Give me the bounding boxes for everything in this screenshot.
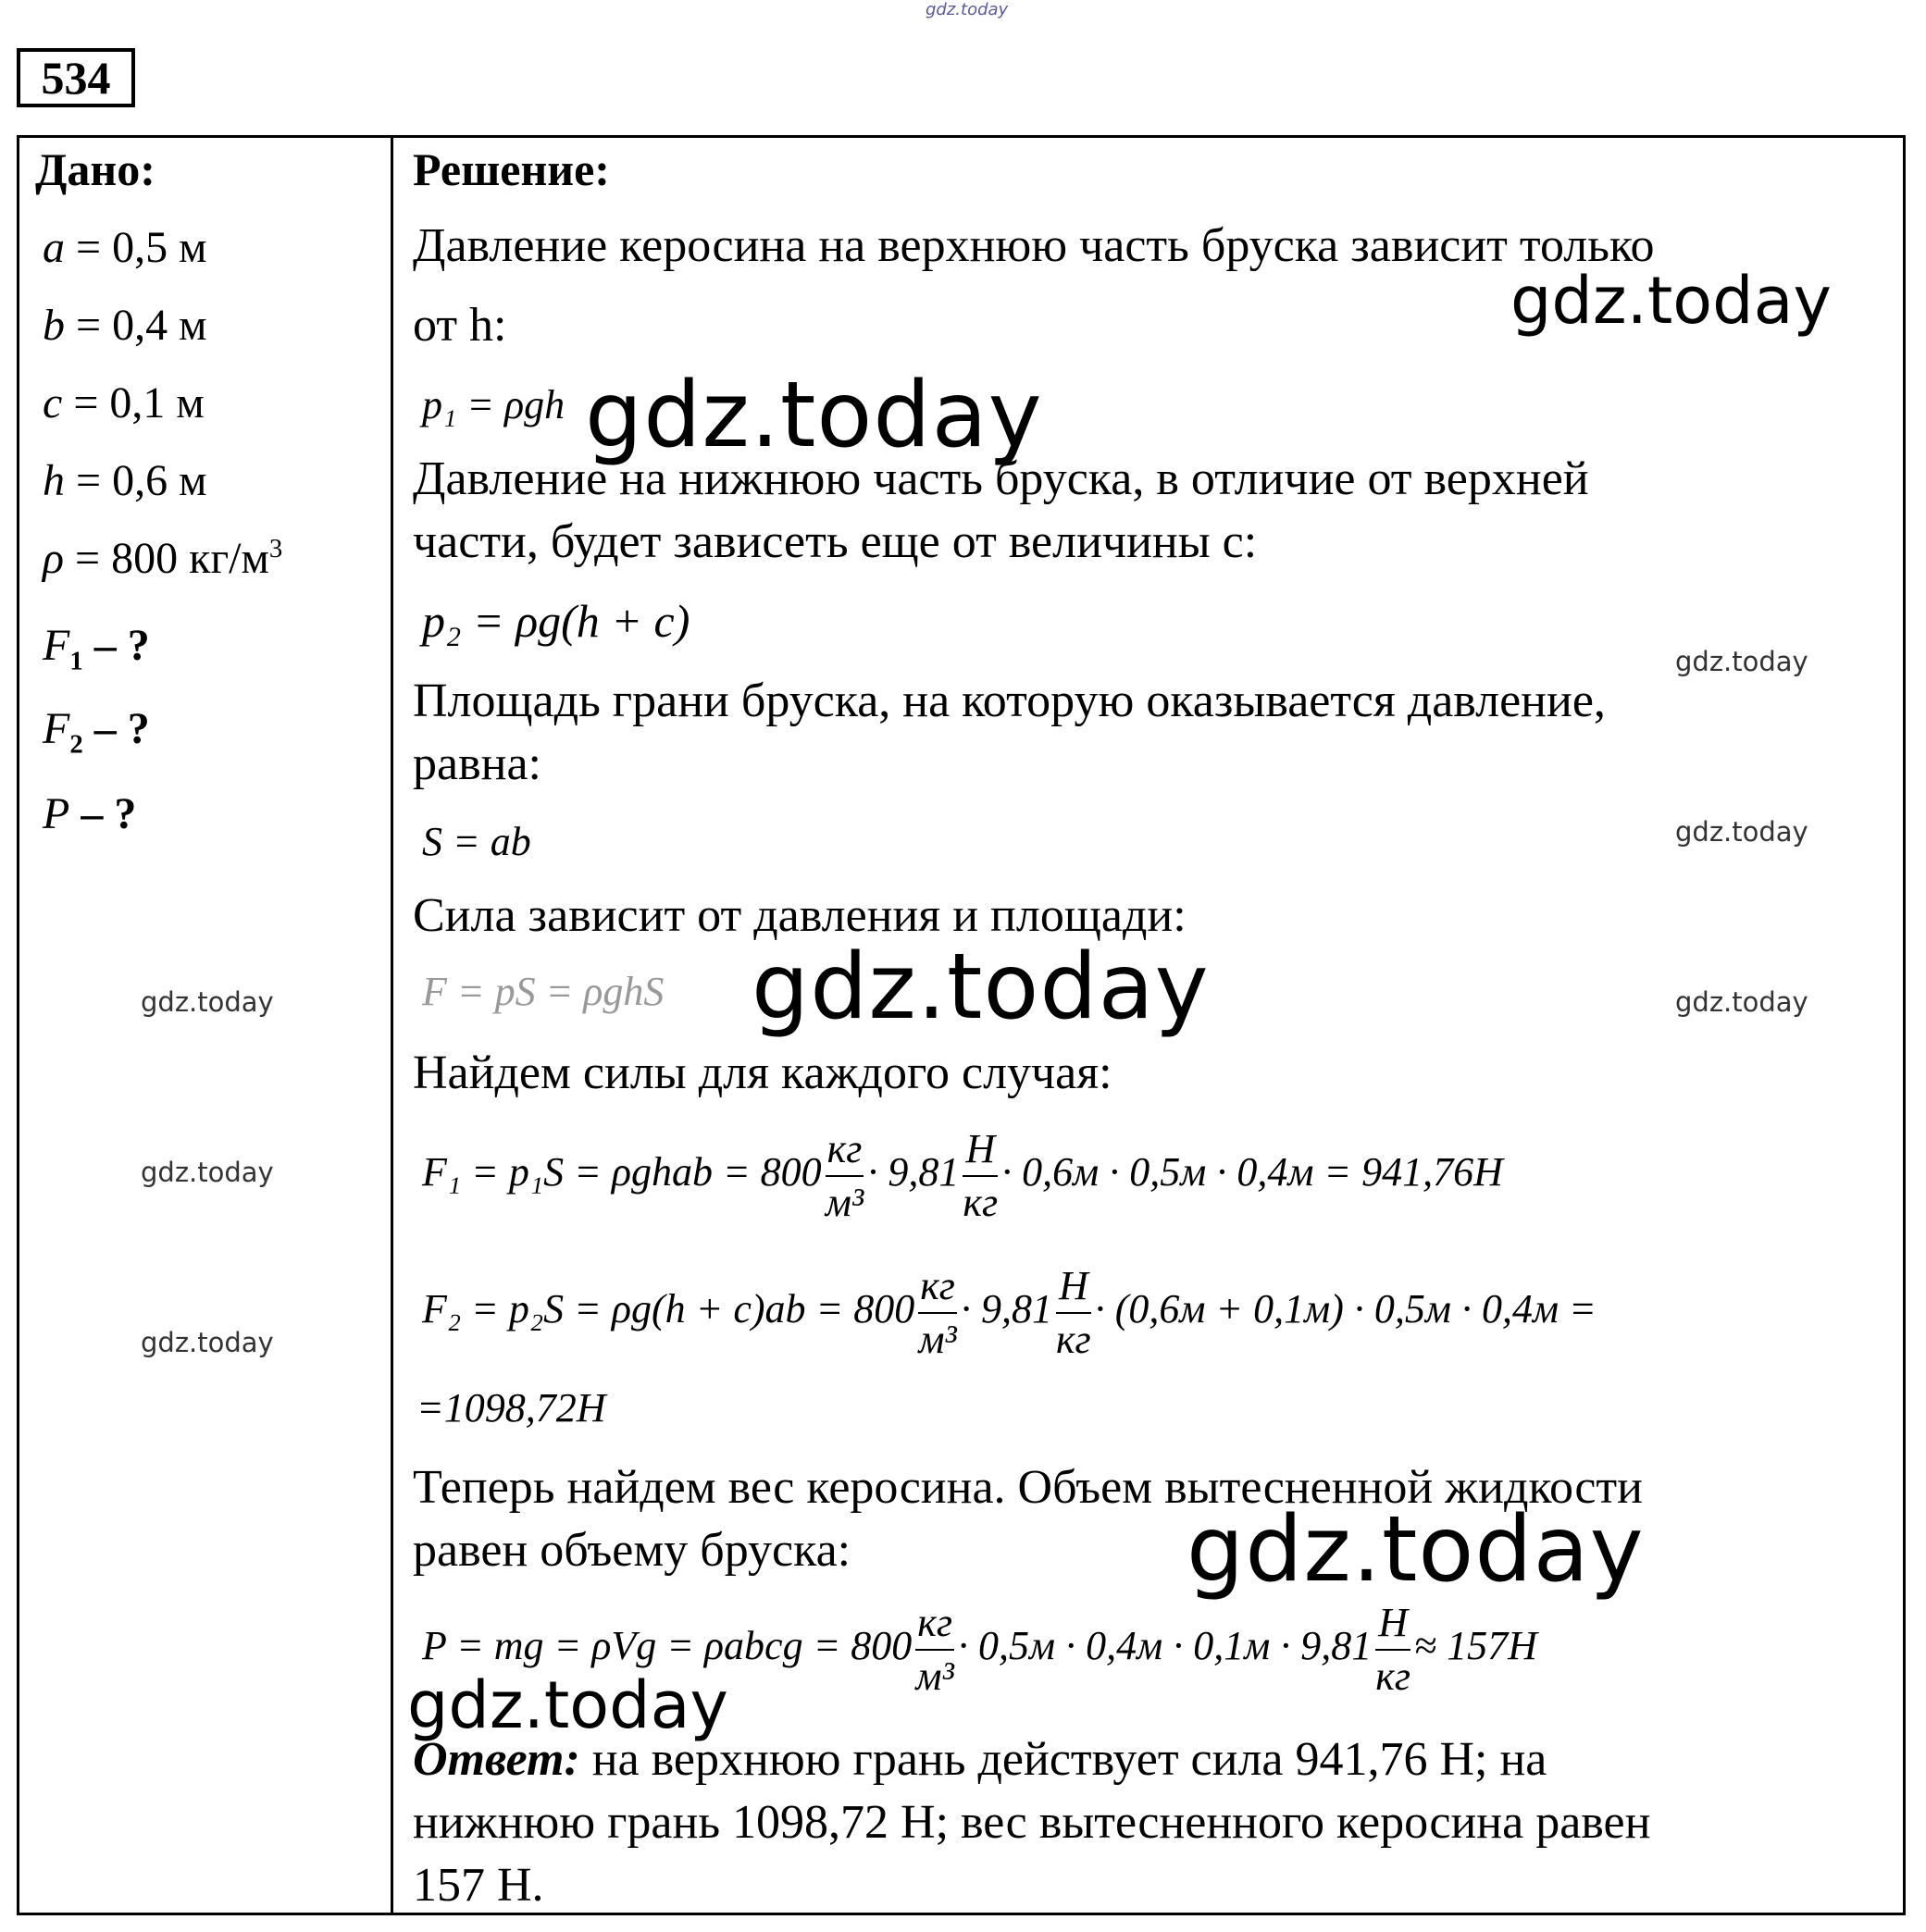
formula-weight: P = mg = ρVg = ρabcg = 800 кг м³ · 0,5м · 0,4м · 0,1м · 9,81 H кг ≈ 157H xyxy=(422,1600,1537,1699)
formula-p2: p₂ = ρg(h + c) xyxy=(422,595,690,647)
given-c: c = 0,1 м xyxy=(43,378,205,427)
watermark-2: gdz.today xyxy=(585,363,1043,468)
fraction-density: кг м³ xyxy=(825,1126,864,1225)
watermark-top: gdz.today xyxy=(926,0,1009,19)
paragraph-3-line-1: Площадь грани бруска, на которую оказывается давление, xyxy=(413,675,1606,727)
fraction-g: H кг xyxy=(963,1126,999,1225)
answer-line-1: Ответ: на верхнюю грань действует сила 941,76 Н; на xyxy=(413,1733,1547,1786)
formula-f2-result: =1098,72H xyxy=(416,1385,606,1430)
given-rho: ρ = 800 $кг/м^3$ xyxy=(43,534,283,583)
unknown-f2: $F_2$ – ? xyxy=(43,704,150,760)
paragraph-3-line-2: равна: xyxy=(413,737,541,790)
paragraph-2-line-1: Давление на нижнюю часть бруска, в отличие от верхней xyxy=(413,452,1589,505)
answer-line-2: нижнюю грань 1098,72 Н; вес вытесненного керосина равен xyxy=(413,1796,1651,1849)
fraction-density: кг м³ xyxy=(918,1263,957,1362)
fraction-g: H кг xyxy=(1055,1263,1091,1362)
paragraph-5: Найдем силы для каждого случая: xyxy=(413,1046,1112,1099)
problem-number-box: 534 xyxy=(17,48,135,107)
watermark-10: gdz.today xyxy=(1187,1497,1645,1603)
fraction-density: кг м³ xyxy=(915,1600,954,1699)
watermark-5: gdz.today xyxy=(752,935,1210,1040)
formula-s: S = ab xyxy=(422,819,531,864)
paragraph-4: Сила зависит от давления и площади: xyxy=(413,889,1187,942)
watermark-11: gdz.today xyxy=(407,1667,728,1743)
paragraph-6-line-1: Теперь найдем вес керосина. Объем вытесненной жидкости xyxy=(413,1461,1643,1514)
paragraph-1-line-2: от h: xyxy=(413,299,507,352)
formula-f: F = pS = ρghS xyxy=(422,969,665,1014)
column-divider xyxy=(391,135,393,1915)
answer-line-3: 157 Н. xyxy=(413,1859,544,1912)
unknown-f1: $F_1$ – ? xyxy=(43,621,150,676)
given-b: b = 0,4 м xyxy=(43,301,207,350)
given-a: a = 0,5 м xyxy=(43,223,207,272)
watermark-6: gdz.today xyxy=(1675,986,1808,1018)
given-h: h = 0,6 м xyxy=(43,456,207,505)
formula-f1: F₁ = p₁S = ρghab = 800 кг м³ · 9,81 H кг · 0,6м · 0,5м · 0,4м = 941,76H xyxy=(422,1126,1503,1225)
paragraph-1-line-1: Давление керосина на верхнюю часть бруска зависит только xyxy=(413,219,1655,272)
given-heading: Дано: xyxy=(35,143,155,195)
paragraph-2-line-2: части, будет зависеть еще от величины с: xyxy=(413,515,1258,568)
solution-heading: Решение: xyxy=(413,143,610,195)
watermark-8: gdz.today xyxy=(141,1157,274,1188)
watermark-3: gdz.today xyxy=(1675,646,1808,677)
formula-f2: F₂ = p₂S = ρg(h + c)ab = 800 кг м³ · 9,81 H кг · (0,6м + 0,1м) · 0,5м · 0,4м = xyxy=(422,1263,1597,1362)
watermark-1: gdz.today xyxy=(1510,263,1832,339)
unknown-p: P – ? xyxy=(43,789,137,838)
paragraph-6-line-2: равен объему бруска: xyxy=(413,1524,851,1577)
watermark-9: gdz.today xyxy=(141,1327,274,1358)
watermark-4: gdz.today xyxy=(1675,816,1808,848)
watermark-7: gdz.today xyxy=(141,986,274,1018)
fraction-g: H кг xyxy=(1375,1600,1411,1699)
formula-p1: p₁ = ρgh xyxy=(422,382,565,427)
